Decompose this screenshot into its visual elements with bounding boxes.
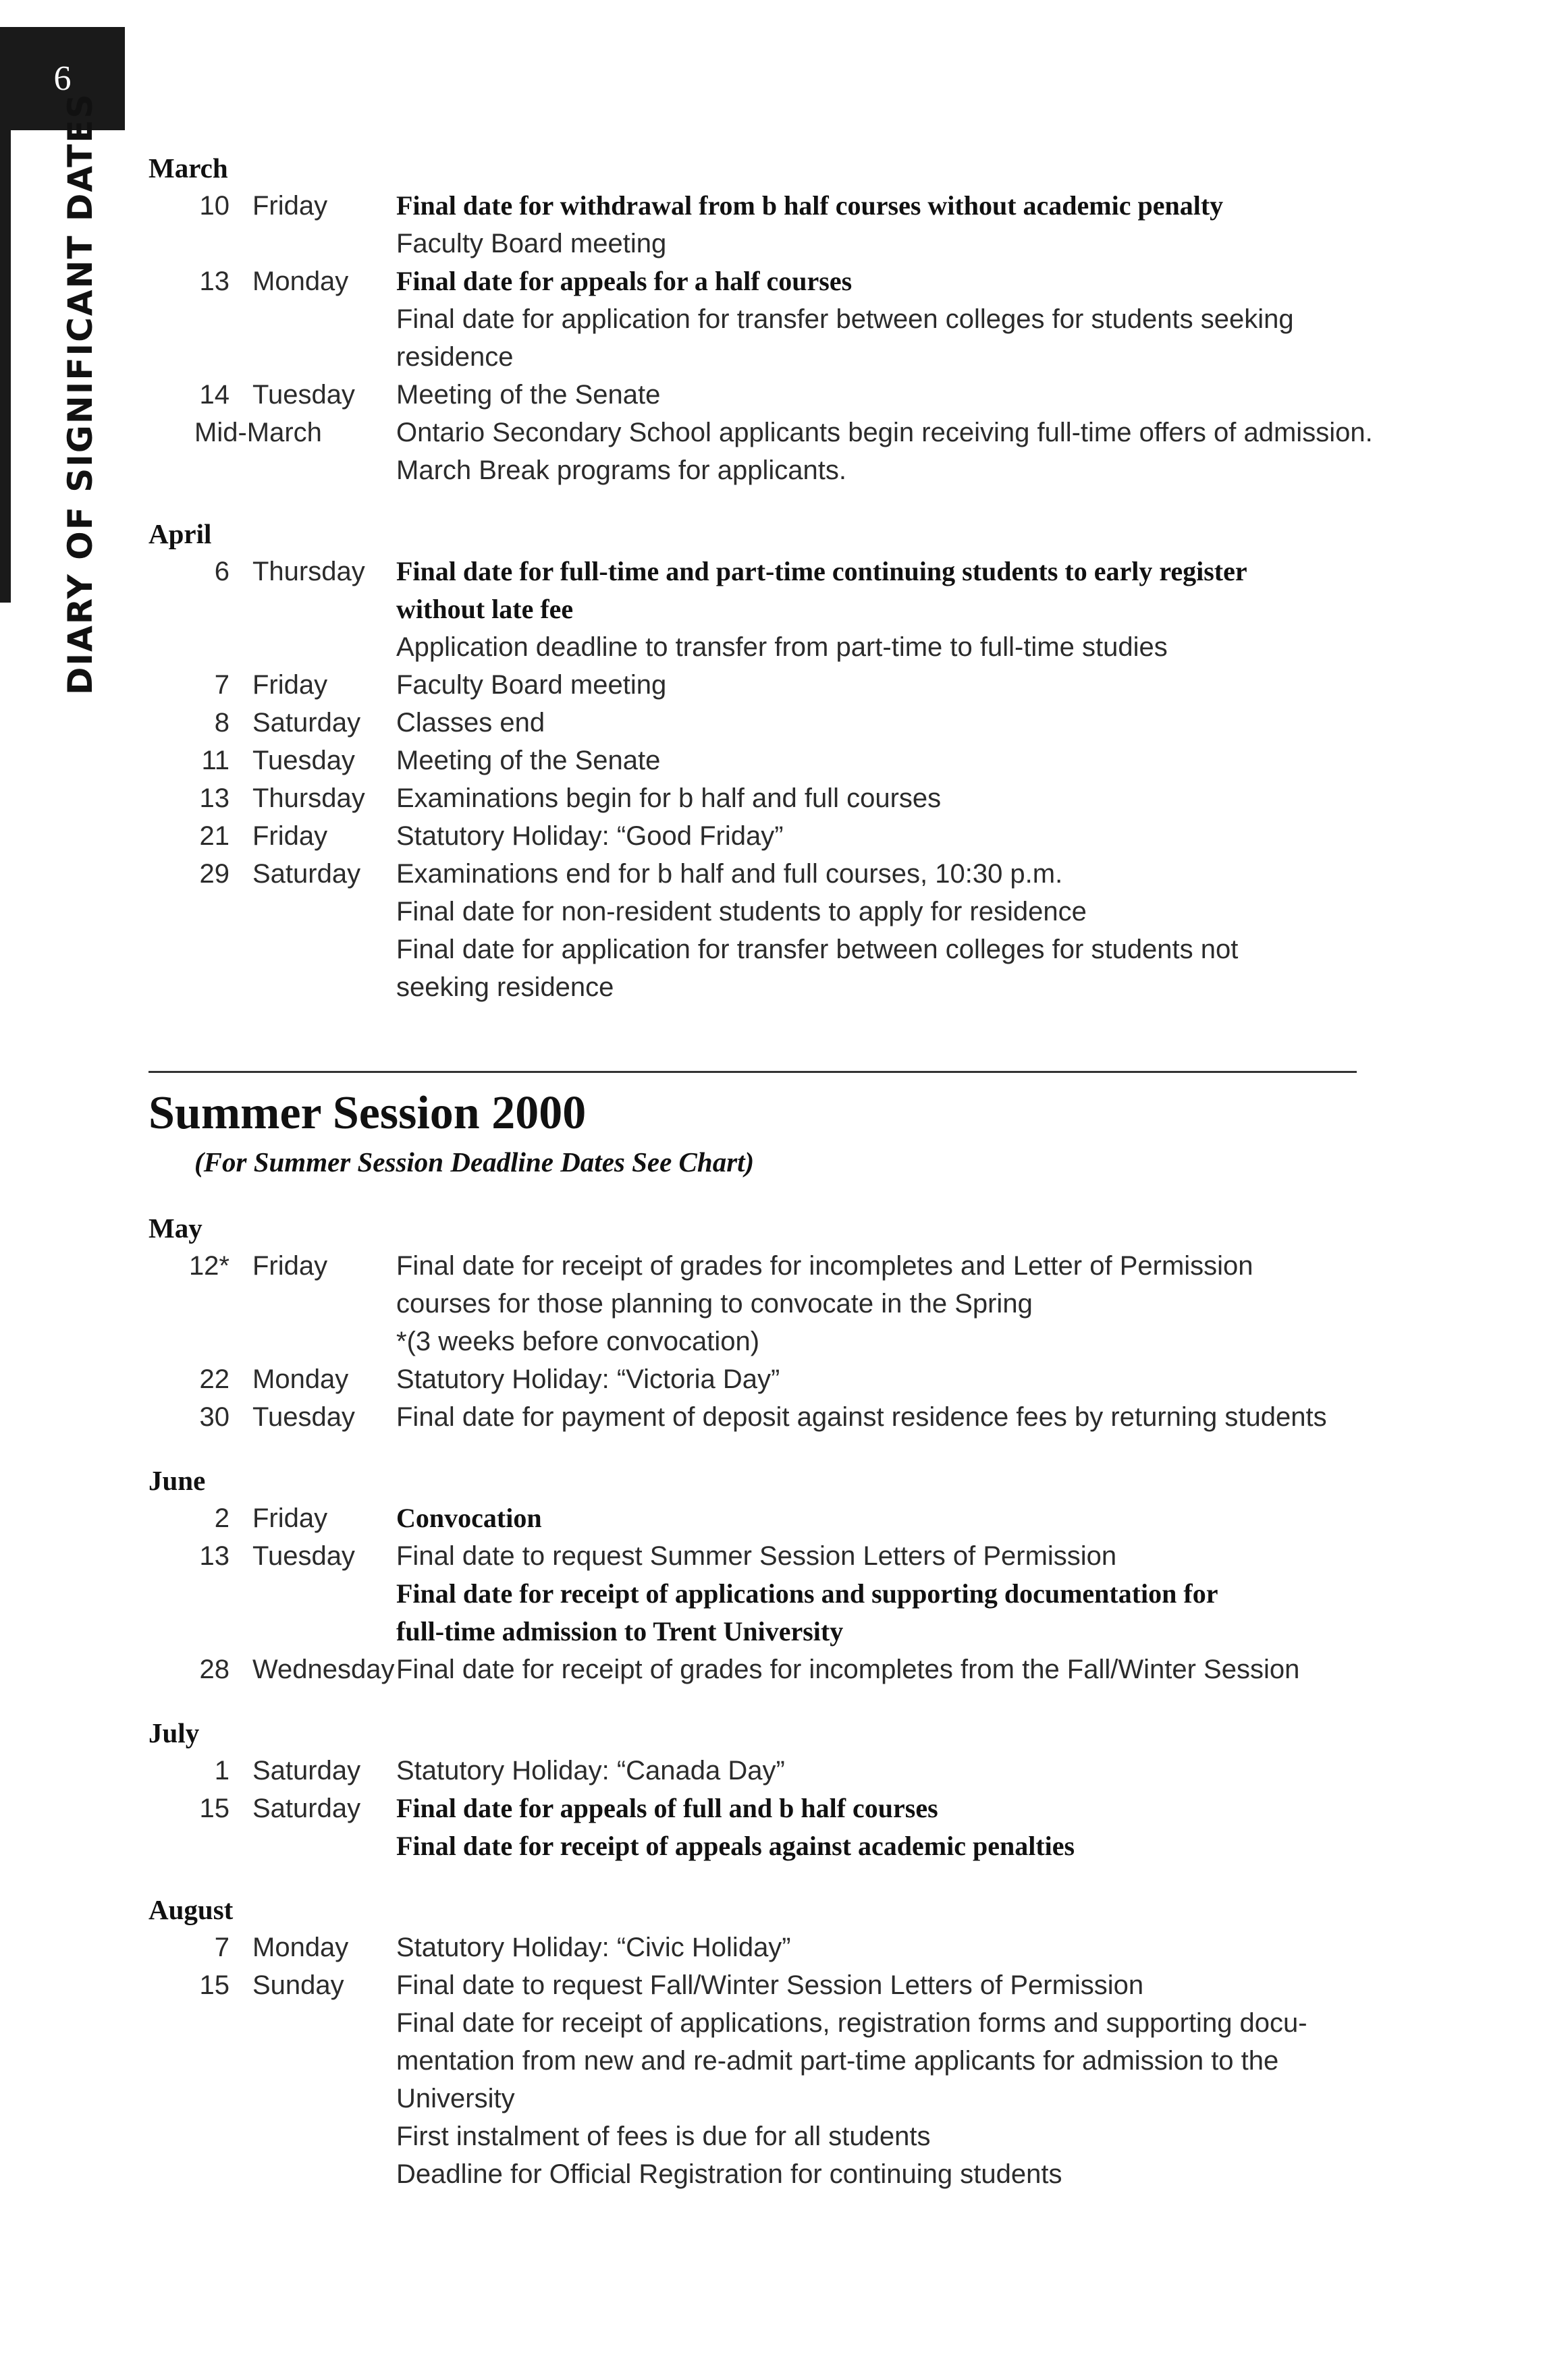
- date-entry: [148, 1929, 1384, 1966]
- day-of-week: Tuesday: [252, 380, 355, 410]
- date-number: 11: [201, 746, 229, 775]
- day-of-week: Saturday: [252, 1794, 361, 1823]
- winter-calendar: [148, 152, 1384, 1006]
- day-of-week: Wednesday: [252, 1655, 395, 1684]
- event-line: Final date for non-resident students to apply for residence: [396, 897, 1087, 926]
- date-number: 15: [199, 1970, 229, 2000]
- event-line: University: [396, 2084, 515, 2113]
- event-line: Examinations begin for b half and full courses: [396, 783, 942, 813]
- event-list: [396, 262, 1384, 376]
- event-line: Final date for receipt of grades for incompletes and Letter of Permission: [396, 1251, 1253, 1281]
- event-list: [396, 1966, 1384, 2193]
- day-of-week: Tuesday: [252, 1541, 355, 1571]
- event-list: [396, 1752, 1384, 1790]
- date-entry: [148, 1966, 1384, 2193]
- date-entry: [148, 817, 1384, 855]
- date-number: 13: [199, 783, 229, 813]
- date-label: Mid-March: [194, 418, 322, 447]
- section-side-title: DIARY OF SIGNIFICANT DATES: [61, 92, 100, 695]
- event-list: [396, 704, 1384, 742]
- date-entry: [148, 1651, 1384, 1688]
- date-number: 1: [214, 1756, 229, 1786]
- date-number: 2: [214, 1503, 229, 1533]
- event-list: [396, 817, 1384, 855]
- summer-calendar: [148, 1212, 1384, 2193]
- event-list: [396, 1651, 1384, 1688]
- date-number: 28: [199, 1655, 229, 1684]
- event-line: Statutory Holiday: “Canada Day”: [396, 1756, 785, 1786]
- day-of-week: Saturday: [252, 859, 361, 889]
- date-entry: [148, 1790, 1384, 1865]
- date-entry: [148, 414, 1384, 489]
- day-of-week: Friday: [252, 191, 328, 221]
- date-number: 6: [214, 557, 229, 586]
- event-list: [396, 1247, 1384, 1360]
- day-of-week: Friday: [252, 670, 328, 700]
- event-line: Ontario Secondary School applicants begin receiving full-time offers of admission.: [396, 418, 1373, 447]
- event-line: Examinations end for b half and full courses, 10:30 p.m.: [396, 859, 1063, 889]
- event-line: Final date for full-time and part-time continuing students to early register: [396, 556, 1247, 586]
- event-list: [396, 187, 1384, 262]
- event-line: Faculty Board meeting: [396, 229, 667, 258]
- month-heading: April: [148, 518, 212, 549]
- date-number: 7: [214, 1933, 229, 1962]
- date-number: 10: [199, 191, 229, 221]
- session-title: Summer Session 2000: [148, 1087, 587, 1139]
- date-entry: [148, 742, 1384, 779]
- event-line: Final date for withdrawal from b half courses without academic penalty: [396, 190, 1224, 221]
- main-content: [148, 152, 1384, 2193]
- event-line: seeking residence: [396, 972, 614, 1002]
- event-line: without late fee: [396, 594, 574, 624]
- session-subtitle: (For Summer Session Deadline Dates See Chart): [194, 1146, 755, 1178]
- page-number: 6: [53, 59, 72, 98]
- spacer: [148, 1178, 1384, 1212]
- event-list: [396, 1790, 1384, 1865]
- event-list: [396, 1499, 1384, 1537]
- event-line: Final date to request Summer Session Letters of Permission: [396, 1541, 1117, 1571]
- date-entry: [148, 262, 1384, 376]
- date-number: 13: [199, 267, 229, 296]
- event-list: [396, 1929, 1384, 1966]
- date-entry: [148, 1360, 1384, 1398]
- date-entry: [148, 553, 1384, 666]
- event-list: [396, 779, 1384, 817]
- event-line: full-time admission to Trent University: [396, 1616, 844, 1646]
- date-number: 7: [214, 670, 229, 700]
- event-list: [396, 855, 1384, 1006]
- day-of-week: Thursday: [252, 783, 365, 813]
- month-heading: March: [148, 153, 228, 184]
- day-of-week: Thursday: [252, 557, 365, 586]
- event-line: Convocation: [396, 1503, 542, 1533]
- date-entry: [148, 1398, 1384, 1436]
- day-of-week: Saturday: [252, 708, 361, 738]
- date-number: 14: [199, 380, 229, 410]
- day-of-week: Tuesday: [252, 1402, 355, 1432]
- event-list: [396, 1360, 1384, 1398]
- event-line: Statutory Holiday: “Victoria Day”: [396, 1364, 780, 1394]
- date-number: 22: [199, 1364, 229, 1394]
- date-number: 29: [199, 859, 229, 889]
- event-list: [396, 1398, 1384, 1436]
- date-number: 8: [214, 708, 229, 738]
- sidebar-rule: [0, 130, 11, 603]
- date-entry: [148, 1247, 1384, 1360]
- event-line: First instalment of fees is due for all students: [396, 2122, 931, 2151]
- day-of-week: Monday: [252, 1364, 349, 1394]
- event-line: Final date for receipt of applications and supporting documentation for: [396, 1578, 1218, 1609]
- month-heading: June: [148, 1465, 206, 1496]
- section-divider: [148, 1071, 1357, 1073]
- day-of-week: Tuesday: [252, 746, 355, 775]
- date-entry: [148, 704, 1384, 742]
- date-entry: [148, 1537, 1384, 1651]
- event-list: [396, 666, 1384, 704]
- event-line: Application deadline to transfer from part-time to full-time studies: [396, 632, 1168, 662]
- event-line: courses for those planning to convocate in the Spring: [396, 1289, 1033, 1319]
- date-entry: [148, 1499, 1384, 1537]
- event-line: March Break programs for applicants.: [396, 455, 846, 485]
- date-entry: [148, 779, 1384, 817]
- event-line: Final date for application for transfer between colleges for students seeking: [396, 304, 1294, 334]
- event-list: [396, 1537, 1384, 1651]
- day-of-week: Friday: [252, 821, 328, 851]
- day-of-week: Saturday: [252, 1756, 361, 1786]
- event-line: Meeting of the Senate: [396, 746, 661, 775]
- event-list: [396, 376, 1384, 414]
- event-line: Final date for appeals of full and b half courses: [396, 1793, 938, 1823]
- event-line: Final date for receipt of appeals against academic penalties: [396, 1831, 1075, 1861]
- month-heading: August: [148, 1894, 234, 1925]
- event-line: mentation from new and re-admit part-time applicants for admission to the: [396, 2046, 1279, 2076]
- event-line: Statutory Holiday: “Civic Holiday”: [396, 1933, 791, 1962]
- event-line: residence: [396, 342, 514, 372]
- day-of-week: Friday: [252, 1251, 328, 1281]
- day-of-week: Monday: [252, 1933, 349, 1962]
- date-number: 13: [199, 1541, 229, 1571]
- event-line: *(3 weeks before convocation): [396, 1327, 760, 1356]
- event-line: Meeting of the Senate: [396, 380, 661, 410]
- date-number: 15: [199, 1794, 229, 1823]
- event-line: Final date for receipt of grades for incompletes from the Fall/Winter Session: [396, 1655, 1300, 1684]
- date-entry: [148, 666, 1384, 704]
- date-number: 21: [199, 821, 229, 851]
- event-line: Final date for payment of deposit against residence fees by returning students: [396, 1402, 1327, 1432]
- event-line: Faculty Board meeting: [396, 670, 667, 700]
- date-entry: [148, 376, 1384, 414]
- date-entry: [148, 1752, 1384, 1790]
- event-line: Final date for receipt of applications, registration forms and supporting docu-: [396, 2008, 1307, 2038]
- event-line: Final date for appeals for a half courses: [396, 266, 853, 296]
- event-list: [396, 742, 1384, 779]
- event-list: [396, 414, 1384, 489]
- event-line: Classes end: [396, 708, 545, 738]
- month-heading: July: [148, 1717, 200, 1748]
- date-entry: [148, 855, 1384, 1006]
- month-heading: May: [148, 1213, 202, 1244]
- date-number: 30: [199, 1402, 229, 1432]
- date-entry: [148, 187, 1384, 262]
- event-list: [396, 553, 1384, 666]
- event-line: Statutory Holiday: “Good Friday”: [396, 821, 784, 851]
- event-line: Final date for application for transfer between colleges for students not: [396, 935, 1239, 964]
- event-line: Final date to request Fall/Winter Session Letters of Permission: [396, 1970, 1144, 2000]
- day-of-week: Sunday: [252, 1970, 344, 2000]
- day-of-week: Friday: [252, 1503, 328, 1533]
- day-of-week: Monday: [252, 267, 349, 296]
- event-line: Deadline for Official Registration for continuing students: [396, 2159, 1062, 2189]
- date-number: 12*: [188, 1251, 229, 1281]
